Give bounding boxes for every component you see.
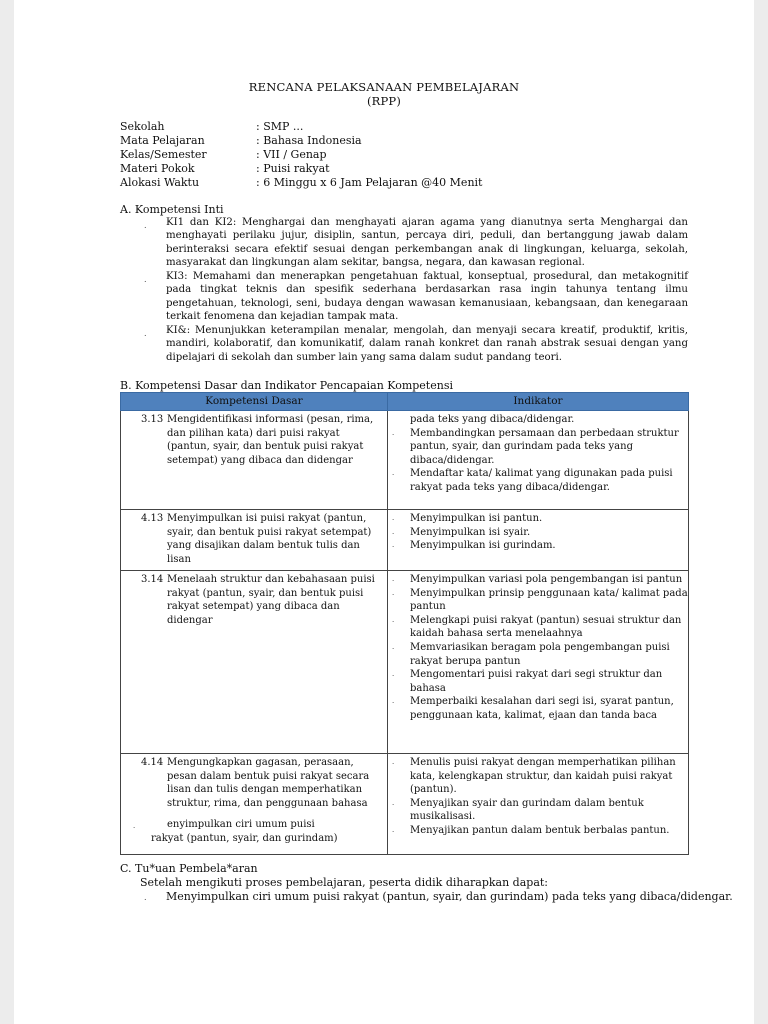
bullet-icon: . — [144, 893, 147, 902]
indikator-item: . Menyimpulkan isi gurindam. — [392, 540, 556, 552]
section-b-heading: B. Kompetensi Dasar dan Indikator Pencapaian Kompetensi — [120, 379, 453, 392]
indikator-item: . Memvariasikan beragam pola pengembangan puisi rakyat berupa pantun — [392, 641, 670, 667]
bullet-icon: . — [392, 670, 395, 679]
info-label-subject: Mata Pelajaran — [120, 134, 205, 147]
doc-subtitle: (RPP) — [366, 94, 402, 108]
kd-extra-text: enyimpulkan ciri umum puisi — [167, 819, 315, 830]
info-label-topic: Materi Pokok — [120, 162, 195, 175]
table-row — [121, 571, 689, 754]
kd-extra-text: rakyat (pantun, syair, dan gurindam) — [151, 833, 338, 844]
tujuan-item: Menyimpulkan ciri umum puisi rakyat (pantun, syair, dan gurindam) pada teks yang dibaca/didengar. — [166, 890, 733, 903]
bullet-icon: . — [392, 575, 395, 583]
indikator-item: . Menulis puisi rakyat dengan memperhatikan pilihan kata, kelengkapan struktur, dan kaidah puisi rakyat (pantun). — [392, 757, 676, 796]
indikator-item: . Membandingkan persamaan dan perbedaan struktur pantun, syair, dan gurindam pada teks yang dibaca/didengar. — [392, 427, 679, 466]
ki-item: KI3: Memahami dan menerapkan pengetahuan faktual, konseptual, prosedural, dan metakognitif pada tingkat teknis dan spesifik sederhana berdasarkan rasa ingin tahunya tentang ilmu pengetahuan, teknologi, seni, budaya dengan wawasan kemanusiaan, kebangsaan, dan kenegaraan terkait fenomena dan kejadian tampak mata. — [166, 271, 688, 323]
table-header-row — [121, 393, 689, 411]
kd-table — [120, 392, 689, 855]
table-row — [121, 510, 689, 571]
info-value-topic: : Puisi rakyat — [256, 162, 330, 175]
ki-item: KI&: Menunjukkan keterampilan menalar, mengolah, dan menyaji secara kreatif, produktif, kritis, mandiri, kolaboratif, dan komunikatif, dalam ranah konkret dan ranah abstrak sesuai dengan yang dipelajari di sekolah dan sumber lain yang sama dalam sudut pandang teori. — [166, 325, 688, 363]
kd-number: 4.13 — [141, 513, 164, 524]
bullet-icon: . — [392, 428, 395, 437]
bullet-icon: . — [392, 469, 395, 478]
table-row — [121, 754, 689, 855]
indikator-item: . Menyajikan syair dan gurindam dalam bentuk musikalisasi. — [392, 797, 644, 823]
ki-item: KI1 dan KI2: Menghargai dan menghayati ajaran agama yang dianutnya serta Menghargai dan menghayati perilaku jujur, disiplin, santun, percaya diri, peduli, dan bertanggung jawab dalam berinteraksi secara efektif sesuai dengan perkembangan anak di lingkungan, keluarga, sekolah, masyarakat dan lingkungan alam sekitar, bangsa, negara, dan kawasan regional. — [166, 217, 688, 269]
indikator-item: . Menyimpulkan prinsip penggunaan kata/ kalimat pada pantun — [392, 587, 688, 613]
indikator-item: . Mendaftar kata/ kalimat yang digunakan pada puisi rakyat pada teks yang dibaca/didengar. — [392, 468, 673, 493]
kd-text: Menyimpulkan isi puisi rakyat (pantun, syair, dan bentuk puisi rakyat setempat) yang disajikan dalam bentuk tulis dan lisan — [167, 513, 372, 565]
info-label-class: Kelas/Semester — [120, 148, 207, 161]
bullet-icon: . — [392, 758, 395, 766]
bullet-icon: . — [133, 822, 136, 830]
info-label-time: Alokasi Waktu — [120, 176, 200, 189]
table-row — [121, 411, 689, 510]
bullet-icon: . — [392, 642, 395, 651]
document-page — [14, 0, 754, 1024]
indikator-item: pada teks yang dibaca/didengar. — [410, 414, 575, 425]
bullet-icon: . — [392, 541, 395, 550]
indikator-item: . Mengomentari puisi rakyat dari segi struktur dan bahasa — [392, 669, 663, 694]
kd-number: 3.13 — [141, 414, 164, 425]
info-value-school: : SMP ... — [256, 120, 304, 133]
indikator-item: . Menyimpulkan variasi pola pengembangan isi pantun — [392, 574, 683, 585]
info-value-subject: : Bahasa Indonesia — [256, 134, 362, 147]
kd-number: 4.14 — [141, 757, 164, 768]
kd-text: Mengungkapkan gagasan, perasaan, pesan dalam bentuk puisi rakyat secara lisan dan tulis dengan memperhatikan struktur, rima, dan penggunaan bahasa — [167, 757, 370, 809]
indikator-item: . Memperbaiki kesalahan dari segi isi, syarat pantun, penggunaan kata, kalimat, ejaan dan tanda baca — [392, 696, 674, 721]
bullet-icon: . — [392, 798, 395, 807]
kd-text: Mengidentifikasi informasi (pesan, rima, dan pilihan kata) dari puisi rakyat (pantun, syair, dan bentuk puisi rakyat setempat) yang dibaca dan didengar — [167, 414, 374, 466]
indikator-item: . Menyimpulkan isi syair. — [392, 526, 531, 538]
bullet-icon: . — [392, 615, 395, 624]
indikator-item: . Melengkapi puisi rakyat (pantun) sesuai struktur dan kaidah bahasa serta menelaahnya — [392, 614, 682, 640]
kd-text: Menelaah struktur dan kebahasaan puisi rakyat (pantun, syair, dan bentuk puisi rakyat setempat) yang dibaca dan didengar — [167, 574, 375, 626]
section-c-intro: Setelah mengikuti proses pembelajaran, peserta didik diharapkan dapat: — [140, 876, 549, 889]
bullet-icon: . — [392, 588, 395, 597]
col-header-indikator: Indikator — [388, 393, 689, 411]
info-label-school: Sekolah — [120, 120, 165, 133]
info-value-class: : VII / Genap — [256, 148, 327, 161]
bullet-icon: . — [392, 825, 395, 834]
bullet-icon: . — [144, 329, 147, 338]
bullet-icon: . — [144, 221, 147, 230]
indikator-item: . Menyimpulkan isi pantun. — [392, 513, 543, 524]
bullet-icon: . — [392, 527, 395, 536]
bullet-icon: . — [392, 697, 395, 706]
bullet-icon: . — [144, 275, 147, 284]
section-c-heading: C. Tu*uan Pembela*aran — [120, 862, 258, 875]
info-value-time: : 6 Minggu x 6 Jam Pelajaran @40 Menit — [256, 176, 483, 189]
kd-number: 3.14 — [141, 574, 164, 585]
doc-title: RENCANA PELAKSANAAN PEMBELAJARAN — [248, 80, 520, 94]
indikator-item: . Menyajikan pantun dalam bentuk berbalas pantun. — [392, 824, 670, 836]
bullet-icon: . — [392, 514, 395, 522]
col-header-kd: Kompetensi Dasar — [121, 393, 388, 411]
section-a-heading: A. Kompetensi Inti — [120, 203, 224, 216]
